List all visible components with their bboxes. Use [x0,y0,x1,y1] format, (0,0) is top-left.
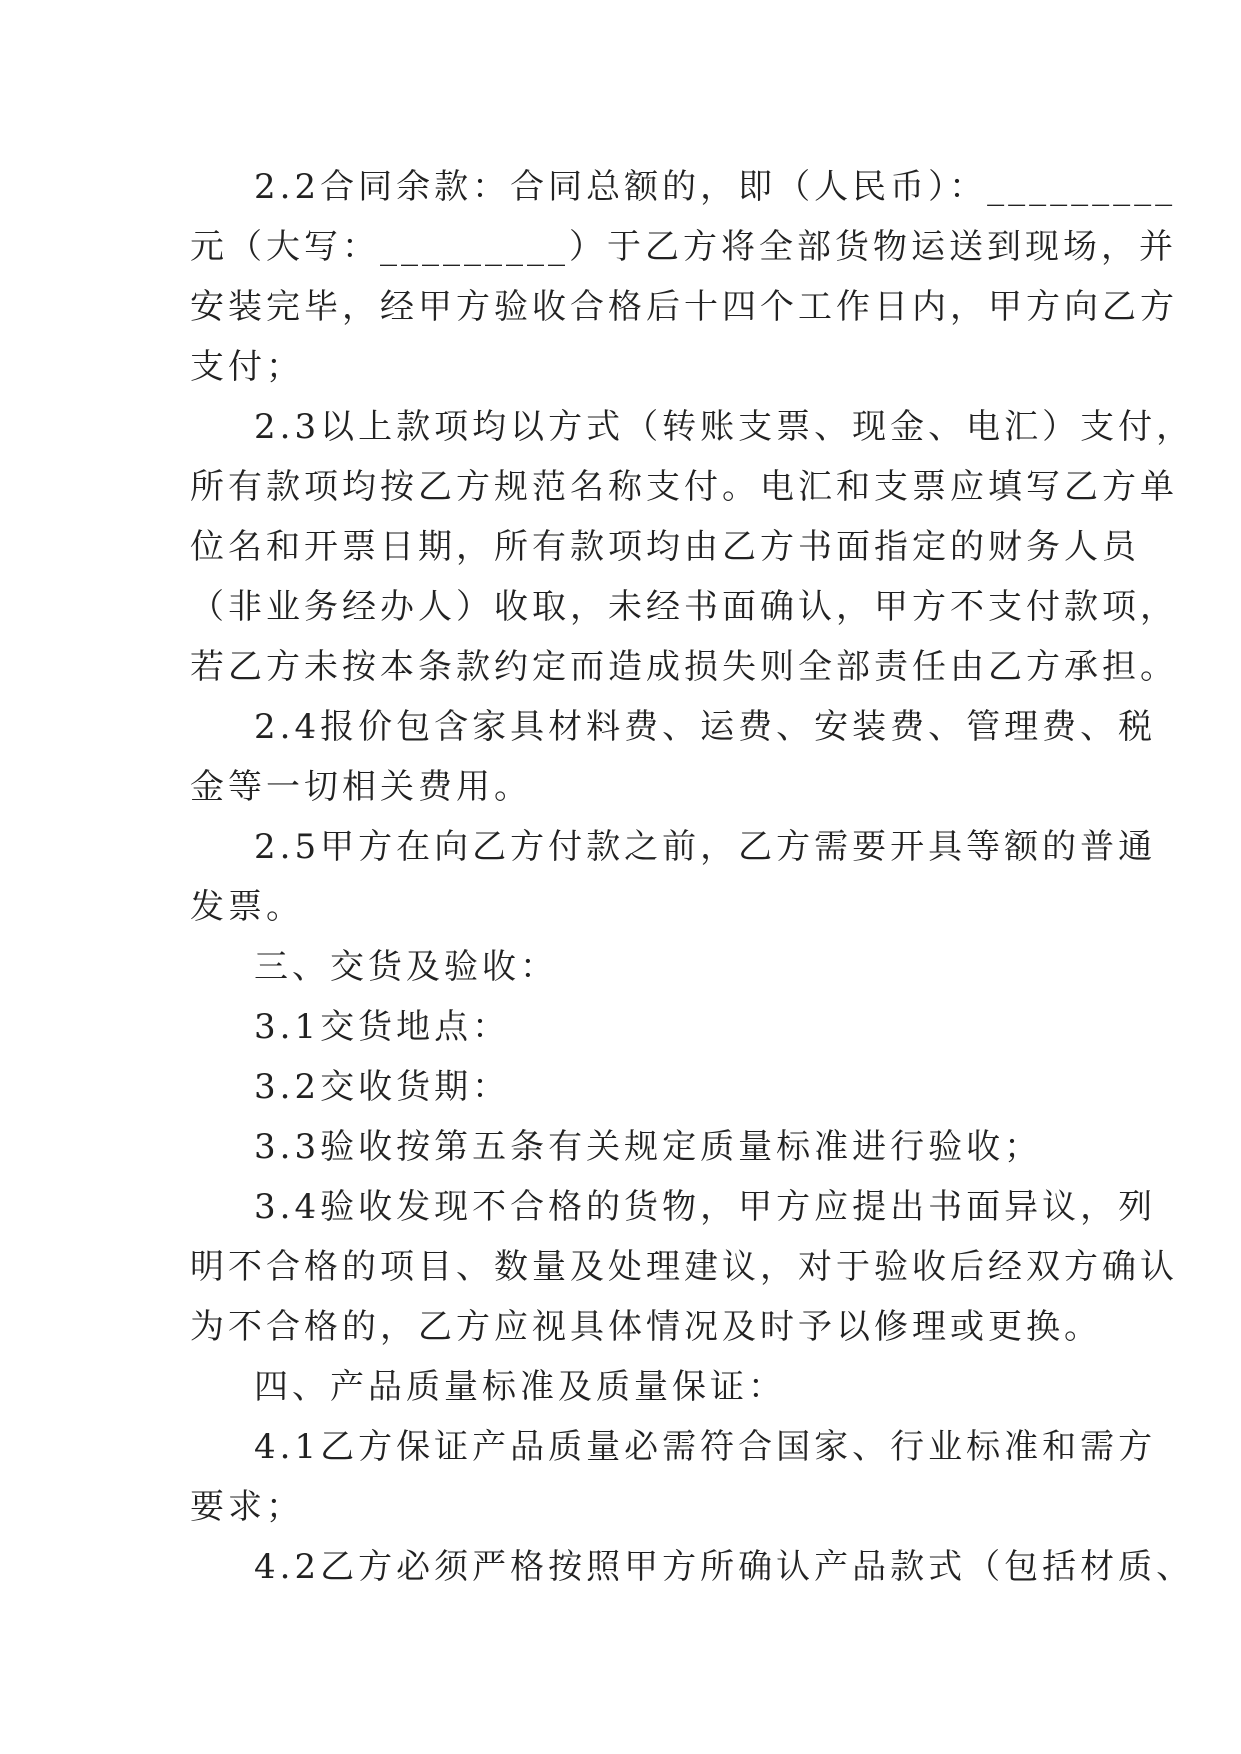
text-line: 元（大写：_________）于乙方将全部货物运送到现场，并 [190,227,1177,267]
text-line: 所有款项均按乙方规范名称支付。电汇和支票应填写乙方单 [190,467,1178,507]
text-line: 金等一切相关费用。 [190,767,532,807]
text-line: 2.4报价包含家具材料费、运费、安装费、管理费、税 [254,707,1157,747]
text-line: 2.5甲方在向乙方付款之前，乙方需要开具等额的普通 [254,827,1157,867]
text-line: 发票。 [190,887,304,927]
text-line: 2.2合同余款：合同总额的，即（人民币）：_________ [254,167,1177,207]
text-line: 位名和开票日期，所有款项均由乙方书面指定的财务人员 [190,527,1140,567]
text-line: 4.2乙方必须严格按照甲方所确认产品款式（包括材质、 [254,1547,1195,1587]
text-line: 2.3以上款项均以方式（转账支票、现金、电汇）支付， [254,407,1195,447]
text-line: 明不合格的项目、数量及处理建议，对于验收后经双方确认 [190,1247,1178,1287]
text-line: （非业务经办人）收取，未经书面确认，甲方不支付款项， [190,587,1178,627]
text-line: 支付； [190,347,304,387]
text-line: 3.1交货地点： [254,1007,511,1047]
section-heading: 四、产品质量标准及质量保证： [254,1367,786,1407]
text-line: 若乙方未按本条款约定而造成损失则全部责任由乙方承担。 [190,647,1178,687]
text-line: 安装完毕，经甲方验收合格后十四个工作日内，甲方向乙方 [190,287,1178,327]
text-line: 为不合格的，乙方应视具体情况及时予以修理或更换。 [190,1307,1102,1347]
section-heading: 三、交货及验收： [254,947,558,987]
text-line: 3.3验收按第五条有关规定质量标准进行验收； [254,1127,1043,1167]
text-line: 要求； [190,1487,304,1527]
text-line: 3.4验收发现不合格的货物，甲方应提出书面异议，列 [254,1187,1157,1227]
text-line: 4.1乙方保证产品质量必需符合国家、行业标准和需方 [254,1427,1157,1467]
text-line: 3.2交收货期： [254,1067,511,1107]
